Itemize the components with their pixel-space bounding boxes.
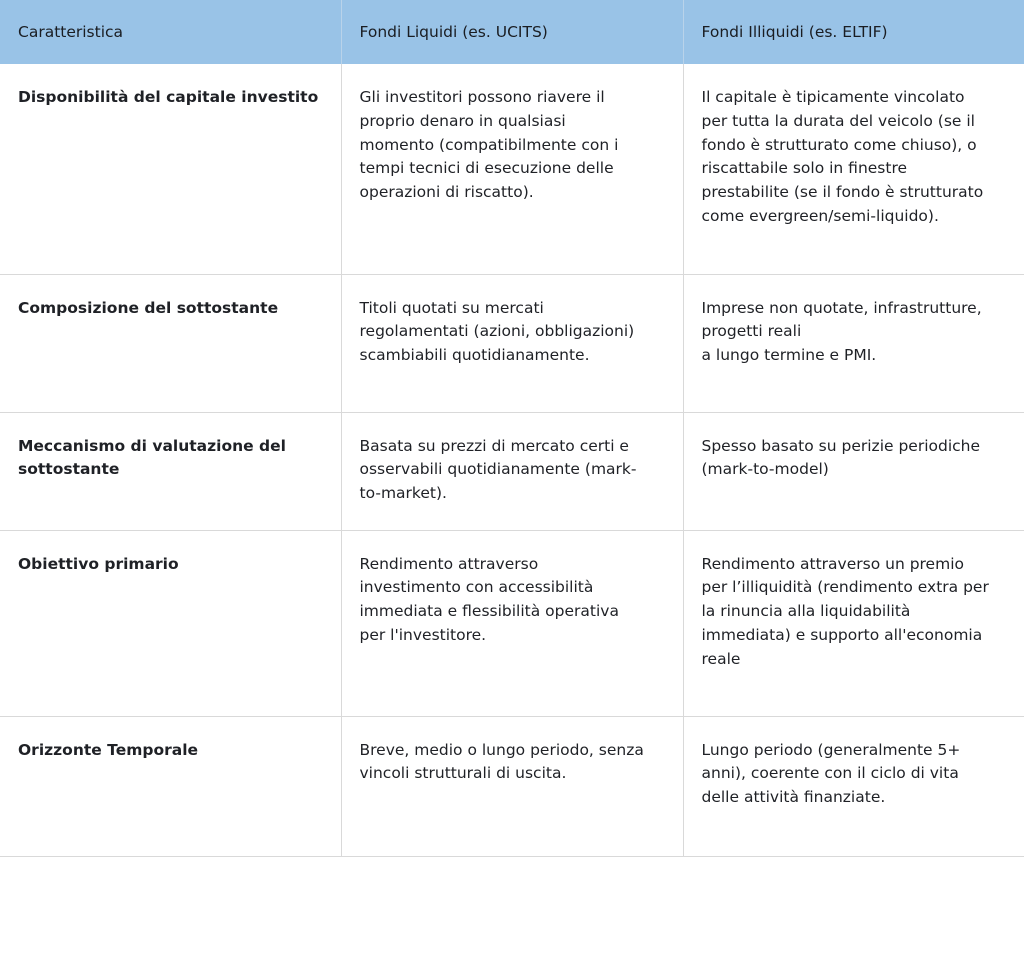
table-row: [0, 274, 1024, 412]
row-illiquid-cell: Spesso basato su perizie periodiche (mark-to-model): [683, 412, 1024, 530]
row-liquid-cell: Titoli quotati su mercati regolamentati (azioni, obbligazioni) scambiabili quotidianamente.: [341, 274, 683, 412]
row-illiquid-cell: Imprese non quotate, infrastrutture, progetti reali a lungo termine e PMI.: [683, 274, 1024, 412]
row-illiquid-cell: Rendimento attraverso un premio per l’illiquidità (rendimento extra per la rinuncia alla liquidabilità immediata) e supporto all'economia reale: [683, 530, 1024, 716]
table-row: [0, 716, 1024, 856]
row-liquid-cell: Rendimento attraverso investimento con accessibilità immediata e flessibilità operativa per l'investitore.: [341, 530, 683, 716]
header-illiquid-funds: Fondi Illiquidi (es. ELTIF): [683, 0, 1024, 64]
row-liquid-cell: Breve, medio o lungo periodo, senza vincoli strutturali di uscita.: [341, 716, 683, 856]
table-header-row: [0, 0, 1024, 64]
row-feature: Disponibilità del capitale investito: [0, 64, 341, 274]
table-row: [0, 64, 1024, 274]
row-illiquid-cell: Il capitale è tipicamente vincolato per tutta la durata del veicolo (se il fondo è strutturato come chiuso), o riscattabile solo in finestre prestabilite (se il fondo è strutturato come evergreen/semi-liquido).: [683, 64, 1024, 274]
row-feature: Orizzonte Temporale: [0, 716, 341, 856]
table-row: [0, 530, 1024, 716]
header-liquid-funds: Fondi Liquidi (es. UCITS): [341, 0, 683, 64]
row-feature: Meccanismo di valutazione del sottostante: [0, 412, 341, 530]
row-liquid-cell: Gli investitori possono riavere il proprio denaro in qualsiasi momento (compatibilmente con i tempi tecnici di esecuzione delle operazioni di riscatto).: [341, 64, 683, 274]
row-illiquid-cell: Lungo periodo (generalmente 5+ anni), coerente con il ciclo di vita delle attività finanziate.: [683, 716, 1024, 856]
row-feature: Composizione del sottostante: [0, 274, 341, 412]
row-liquid-cell: Basata su prezzi di mercato certi e osservabili quotidianamente (mark- to-market).: [341, 412, 683, 530]
row-feature: Obiettivo primario: [0, 530, 341, 716]
table-row: [0, 412, 1024, 530]
header-characteristic: Caratteristica: [0, 0, 341, 64]
